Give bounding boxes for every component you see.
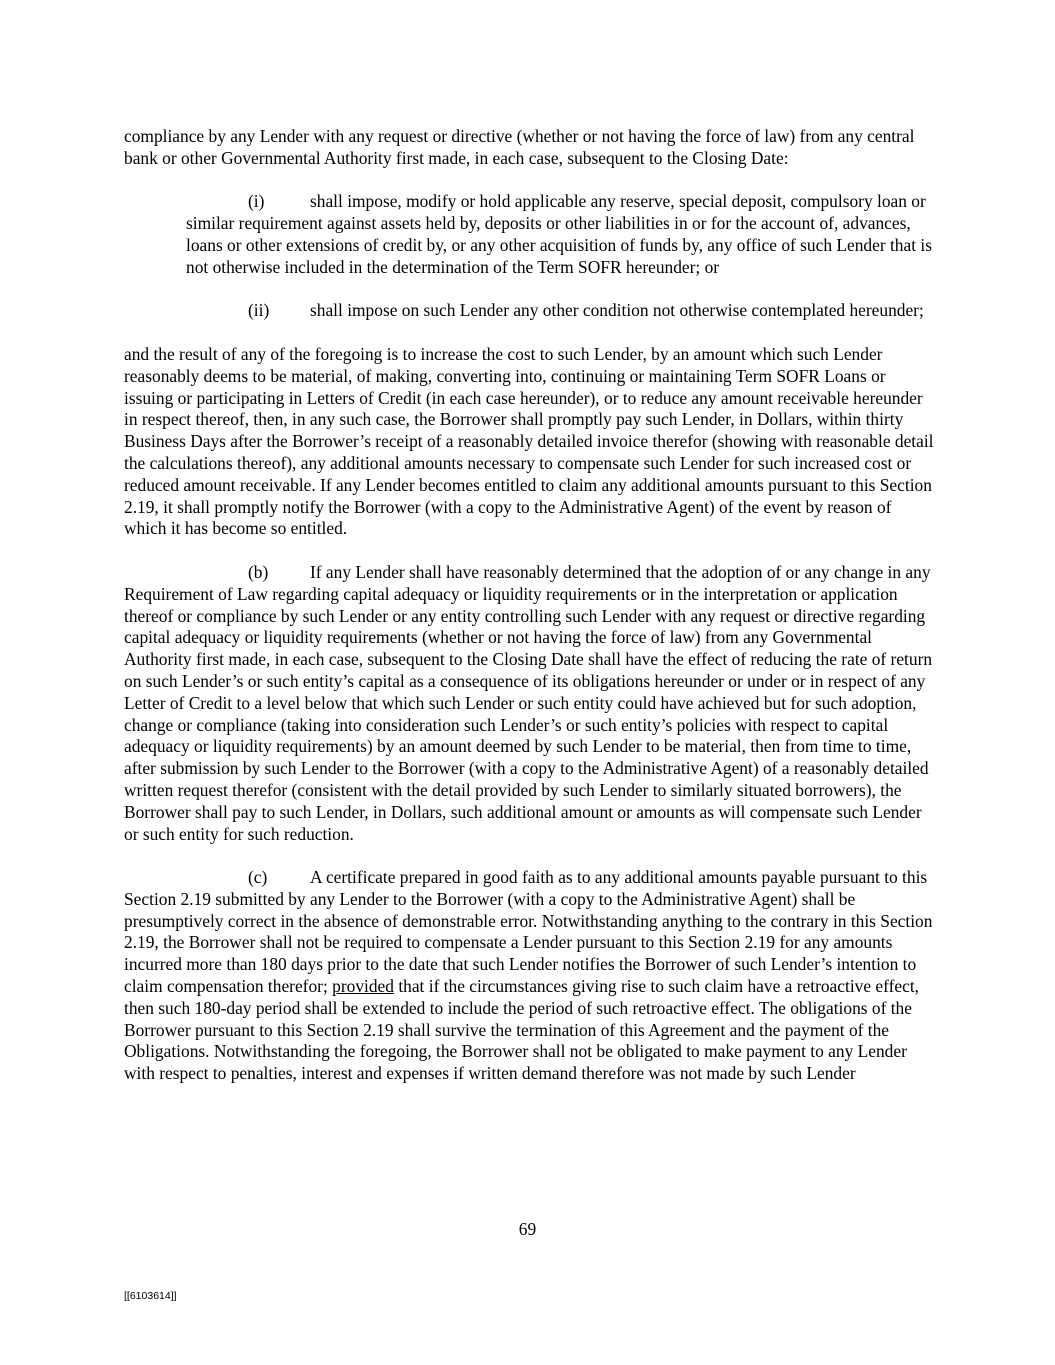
section-b-paragraph — [124, 562, 934, 845]
section-c-marker: (c) — [248, 867, 268, 888]
page-number: 69 — [518, 1219, 537, 1239]
intro-paragraph: compliance by any Lender with any request or directive (whether or not having the force of law) from any central bank or other Governmental Authority first made, in each case, subsequent to the Closing Date: — [124, 126, 915, 168]
document-body — [124, 126, 934, 1085]
section-c-paragraph — [124, 867, 934, 1085]
result-paragraph: and the result of any of the foregoing is to increase the cost to such Lender, by an amount which such Lender reasonably deems to be material, of making, converting into, continuing or maintaining Term SOFR Loans or issuing or participating in Letters of Credit (in each case hereunder), or to reduce any amount receivable hereunder in respect thereof, then, in any such case, the Borrower shall promptly pay such Lender, in Dollars, within thirty Business Days after the Borrower’s receipt of a reasonably detailed invoice therefor (showing with reasonable detail the calculations thereof), any additional amounts necessary to compensate such Lender for such increased cost or reduced amount receivable. If any Lender becomes entitled to claim any additional amounts pursuant to this Section 2.19, it shall promptly notify the Borrower (with a copy to the Administrative Agent) of the event by reason of which it has become so entitled. — [124, 343, 934, 539]
item-ii-text: shall impose on such Lender any other condition not otherwise contemplated hereunder; — [310, 300, 924, 321]
section-b-text: If any Lender shall have reasonably determined that the adoption of or any change in any Requirement of Law regarding capital adequacy or liquidity requirements or in the interpretation or application thereof or compliance by such Lender or any entity controlling such Lender with any request or directive regarding capital adequacy or liquidity requirements (whether or not having the force of law) from any Governmental Authority first made, in each case, subsequent to the Closing Date shall have the effect of reducing the rate of return on such Lender’s or such entity’s capital as a consequence of its obligations hereunder or under or in respect of any Letter of Credit to a level below that which such Lender or such entity could have achieved but for such adoption, change or compliance (taking into consideration such Lender’s or such entity’s policies with respect to capital adequacy or liquidity requirements) by an amount deemed by such Lender to be material, then from time to time, after submission by such Lender to the Borrower (with a copy to the Administrative Agent) of a reasonably detailed written request therefor (consistent with the detail provided by such Lender to similarly situated borrowers), the Borrower shall pay to such Lender, in Dollars, such additional amount or amounts as will compensate such Lender or such entity for such reduction. — [124, 561, 933, 844]
document-id: [[6103614]] — [124, 1290, 177, 1302]
section-c-text-after: that if the circumstances giving rise to such claim have a retroactive effect, then such 180-day period shall be extended to include the period of such retroactive effect. The obligations of the Borrower pursuant to this Section 2.19 shall survive the termination of this Agreement and the payment of the Obligations. Notwithstanding the foregoing, the Borrower shall not be obligated to make payment to any Lender with respect to penalties, interest and expenses if written demand therefore was not made by such Lender — [124, 976, 920, 1084]
provided-term: provided — [332, 976, 394, 997]
item-ii-marker: (ii) — [248, 300, 270, 321]
item-i-paragraph — [124, 191, 934, 278]
section-c-text-before: A certificate prepared in good faith as to any additional amounts payable pursuant to this Section 2.19 submitted by any Lender to the Borrower (with a copy to the Administrative Agent) shall be presumptively correct in the absence of demonstrable error. Notwithstanding anything to the contrary in this Section 2.19, the Borrower shall not be required to compensate a Lender pursuant to this Section 2.19 for any amounts incurred more than 180 days prior to the date that such Lender notifies the Borrower of such Lender’s intention to claim compensation therefor; — [124, 867, 933, 997]
section-b-marker: (b) — [248, 561, 269, 582]
item-ii-paragraph — [124, 300, 934, 322]
item-i-marker: (i) — [248, 191, 265, 212]
item-i-text: shall impose, modify or hold applicable any reserve, special deposit, compulsory loan or similar requirement against assets held by, deposits or other liabilities in or for the account of, advances, loans or other extensions of credit by, or any other acquisition of funds by, any office of such Lender that is not otherwise included in the determination of the Term SOFR hereunder; or — [186, 191, 932, 277]
